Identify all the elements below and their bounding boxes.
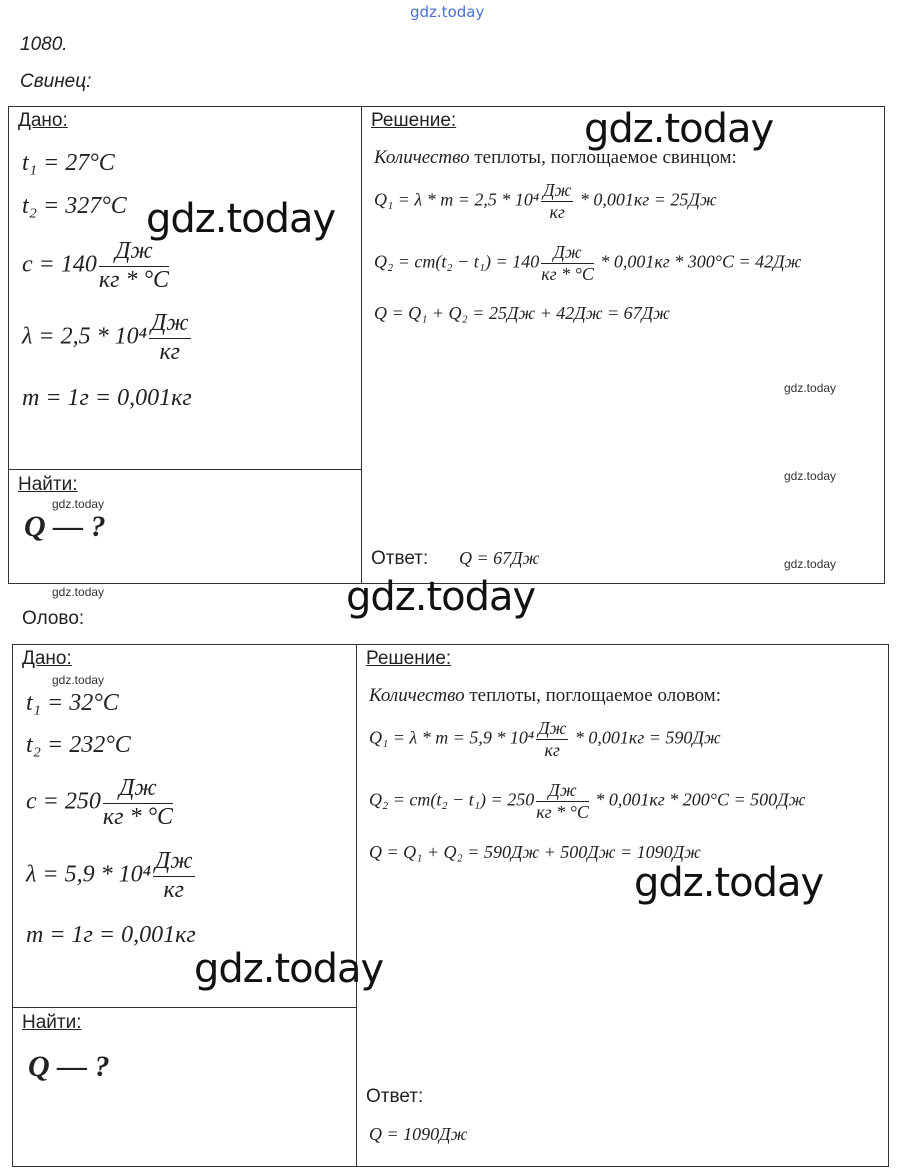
lead-given-lambda-fraction [149,310,191,366]
problem-number: 1080. [20,34,68,55]
lead-given-lambda-den: кг [159,338,181,365]
tin-given-c [26,775,175,831]
section-title-tin: Олово: [22,608,85,629]
tin-given-lambda [26,848,197,904]
watermark-large: gdz.today [584,106,774,152]
lead-given-c-prefix: c = 140 [22,251,97,278]
tin-q1-den: кг [544,739,560,760]
tin-given-c-num: Дж [103,775,173,804]
watermark-large: gdz.today [634,860,824,906]
lead-given-c [22,238,171,294]
tin-given-mass: m = 1г = 0,001кг [26,922,196,948]
lead-given-t2: t₂ = 327°C [22,193,127,219]
lead-solution-heading-rest: теплоты, поглощаемое свинцом: [469,147,737,168]
lead-q2-prefix: Q₂ = cm(t₂ − t₁) = 140 [374,251,540,272]
tin-answer-label: Ответ: [366,1086,424,1107]
tin-given-lambda-prefix: λ = 5,9 * 10⁴ [26,861,151,888]
tin-solution-q2 [369,780,805,822]
lead-given-c-fraction [99,238,169,294]
lead-given-lambda-prefix: λ = 2,5 * 10⁴ [22,323,147,350]
lead-q2-den: кг * °C [541,263,594,284]
tin-solution-heading-rest: теплоты, поглощаемое оловом: [464,685,721,706]
lead-given-c-den: кг * °C [98,266,170,293]
lead-q2-suffix: * 0,001кг * 300°C = 42Дж [595,251,802,272]
lead-given-label: Дано: [18,110,68,131]
lead-q1-num: Дж [543,180,572,200]
tin-find-value: Q — ? [28,1050,110,1083]
lead-divider-vertical [361,106,362,584]
lead-given-c-num: Дж [99,238,169,267]
lead-q2-num: Дж [541,242,594,264]
tin-q2-fraction [536,780,589,822]
tin-q2-prefix: Q₂ = cm(t₂ − t₁) = 250 [369,789,535,810]
lead-given-lambda [22,310,193,366]
lead-divider-horizontal [8,469,362,470]
lead-solution-q2 [374,242,801,284]
lead-find-label: Найти: [18,474,78,495]
tin-q1-suffix: * 0,001кг = 590Дж [570,727,721,748]
tin-given-t1: t₁ = 32°C [26,690,119,716]
lead-q2-fraction [541,242,594,284]
lead-given-lambda-num: Дж [149,310,191,339]
tin-solution-label: Решение: [366,648,452,669]
tin-find-label: Найти: [22,1012,82,1033]
watermark-large: gdz.today [146,196,336,242]
tin-divider-vertical [356,644,357,1167]
watermark-large: gdz.today [346,574,536,620]
lead-solution-label: Решение: [371,110,457,131]
tin-given-c-fraction [103,775,173,831]
tin-q2-num: Дж [536,780,589,802]
tin-solution-q-total: Q = Q₁ + Q₂ = 590Дж + 500Дж = 1090Дж [369,842,701,862]
lead-given-mass: m = 1г = 0,001кг [22,385,192,411]
tin-given-lambda-den: кг [163,876,185,903]
tin-given-c-prefix: c = 250 [26,788,101,815]
tin-given-label: Дано: [22,648,72,669]
watermark-small: gdz.today [52,673,105,687]
watermark-small: gdz.today [52,497,105,511]
lead-q1-fraction [541,180,573,222]
tin-answer-value: Q = 1090Дж [369,1124,468,1144]
tin-q1-num: Дж [538,718,567,738]
lead-given-t1: t₁ = 27°C [22,150,115,176]
tin-q1-fraction [536,718,568,760]
site-header-watermark: gdz.today [410,3,485,21]
lead-solution-q-total: Q = Q₁ + Q₂ = 25Дж + 42Дж = 67Дж [374,303,670,323]
tin-divider-horizontal [12,1007,357,1008]
tin-solution-heading [369,685,721,707]
lead-q1-prefix: Q₁ = λ * m = 2,5 * 10⁴ [374,189,540,210]
lead-q1-suffix: * 0,001кг = 25Дж [575,189,717,210]
tin-q2-den: кг * °C [536,801,589,822]
watermark-small: gdz.today [784,557,837,571]
tin-given-lambda-num: Дж [153,848,195,877]
lead-solution-heading-italic: Количество [374,147,470,168]
tin-given-c-den: кг * °C [102,803,174,830]
lead-answer-label: Ответ: [371,548,429,569]
lead-q1-den: кг [549,201,565,222]
watermark-small: gdz.today [784,469,837,483]
tin-given-lambda-fraction [153,848,195,904]
watermark-small: gdz.today [52,585,105,599]
lead-answer-value: Q = 67Дж [459,548,540,568]
tin-given-t2: t₂ = 232°C [26,732,131,758]
lead-solution-q1 [374,180,717,222]
lead-find-value: Q — ? [24,510,106,543]
tin-solution-heading-italic: Количество [369,685,465,706]
watermark-small: gdz.today [784,381,837,395]
section-title-lead: Свинец: [20,71,92,92]
tin-solution-q1 [369,718,721,760]
tin-q2-suffix: * 0,001кг * 200°C = 500Дж [590,789,806,810]
tin-q1-prefix: Q₁ = λ * m = 5,9 * 10⁴ [369,727,535,748]
watermark-large: gdz.today [194,946,384,992]
